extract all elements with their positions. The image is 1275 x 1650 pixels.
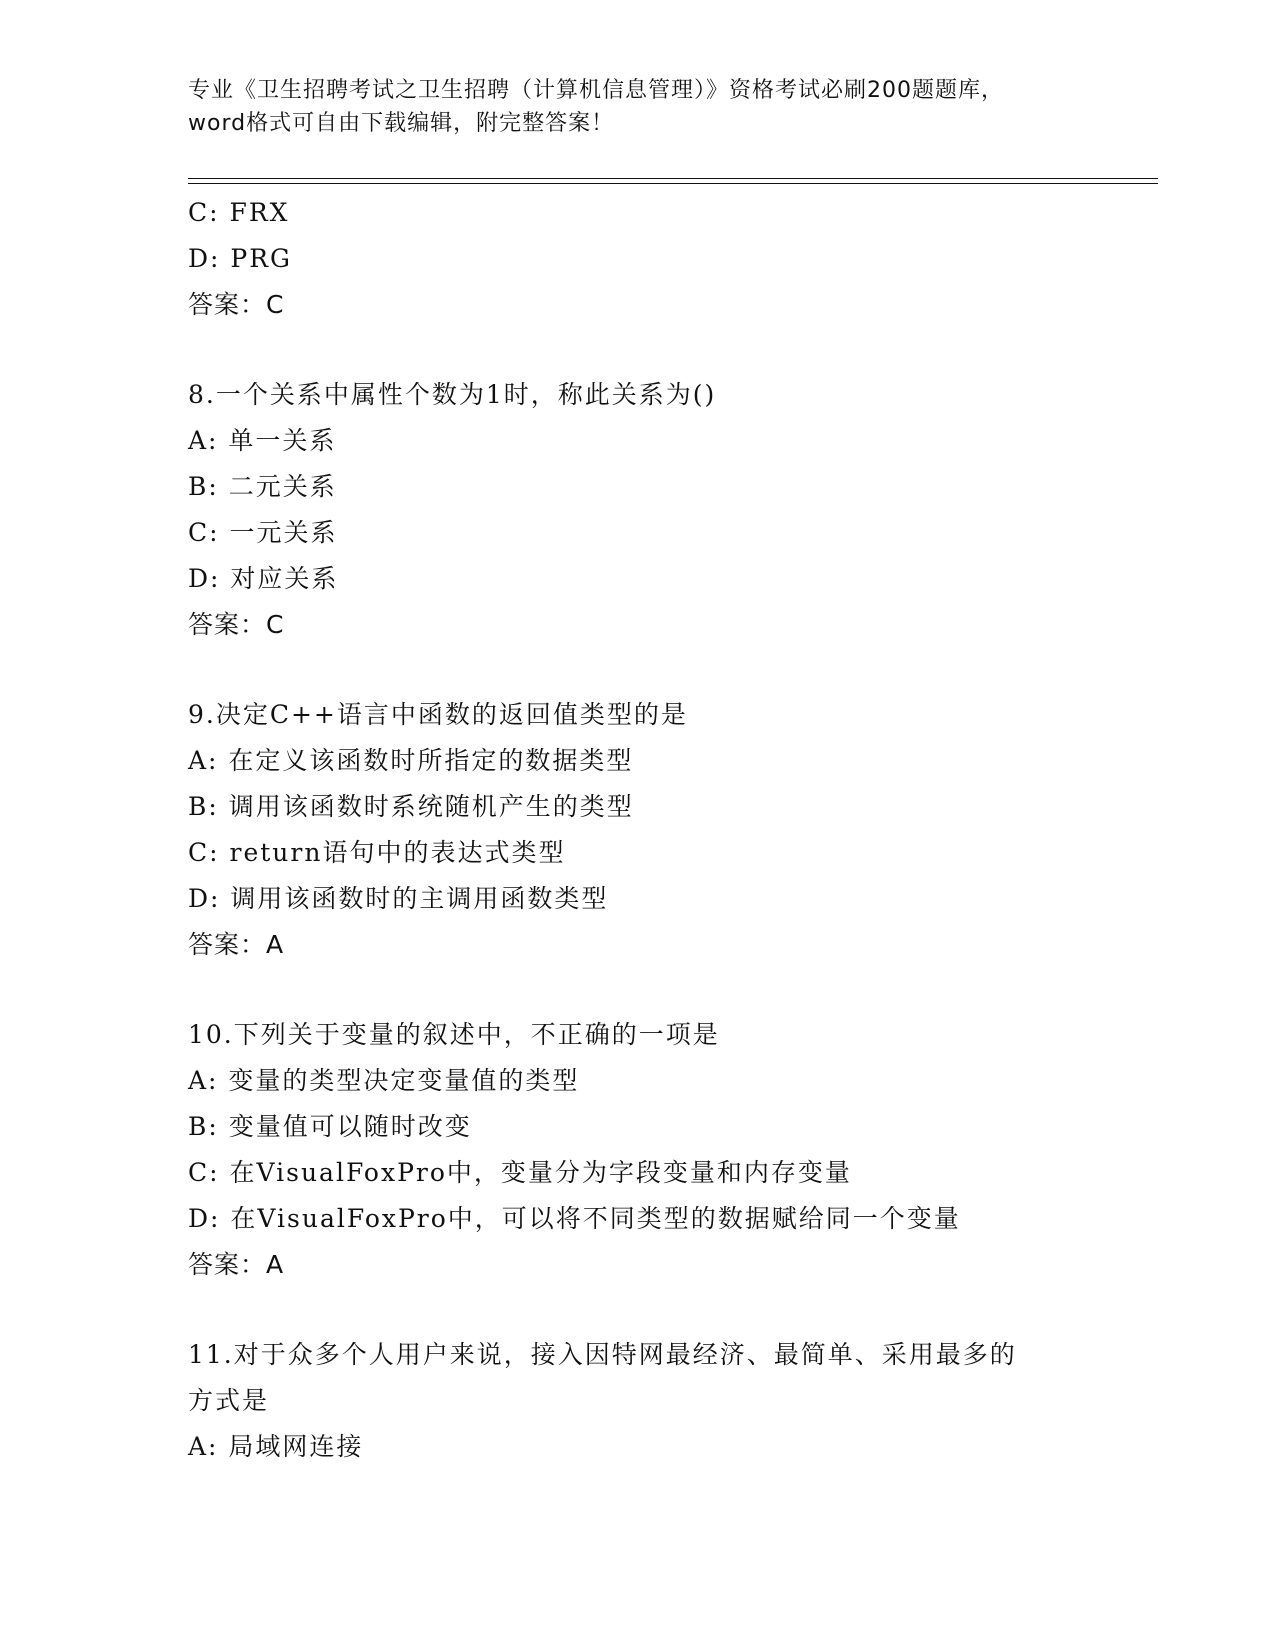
question-list: [188, 190, 1088, 1470]
question-9: [188, 692, 1088, 968]
option-d: D: 在VisualFoxPro中，可以将不同类型的数据赋给同一个变量: [188, 1204, 961, 1233]
question-stem: 10.下列关于变量的叙述中，不正确的一项是: [188, 1020, 720, 1049]
option-c: C: 在VisualFoxPro中，变量分为字段变量和内存变量: [188, 1158, 852, 1187]
answer: 答案：C: [188, 290, 285, 319]
option-d: D: PRG: [188, 244, 293, 273]
header-divider-top: [188, 178, 1158, 179]
option-b: B: 变量值可以随时改变: [188, 1112, 472, 1141]
question-10: [188, 1012, 1088, 1288]
option-d: D: 对应关系: [188, 564, 339, 593]
header-divider-bottom: [188, 183, 1158, 184]
answer: 答案：C: [188, 610, 285, 639]
question-11: [188, 1332, 1088, 1470]
option-c: C: FRX: [188, 198, 290, 227]
question-stem: 8.一个关系中属性个数为1时，称此关系为(): [188, 380, 717, 409]
spacer: [188, 1288, 1088, 1332]
spacer: [188, 328, 1088, 372]
option-b: B: 调用该函数时系统随机产生的类型: [188, 792, 634, 821]
header-title-line-1: 专业《卫生招聘考试之卫生招聘（计算机信息管理）》资格考试必刷200题题库，: [188, 78, 1004, 103]
spacer: [188, 648, 1088, 692]
document-header: [188, 74, 1088, 140]
answer: 答案：A: [188, 930, 285, 959]
header-title-line-2: word格式可自由下载编辑，附完整答案！: [188, 111, 615, 136]
option-c: C: 一元关系: [188, 518, 338, 547]
option-a: A: 变量的类型决定变量值的类型: [188, 1066, 580, 1095]
option-d: D: 调用该函数时的主调用函数类型: [188, 884, 609, 913]
question-stem-line-2: 方式是: [188, 1386, 270, 1415]
spacer: [188, 968, 1088, 1012]
option-c: C: return语句中的表达式类型: [188, 838, 566, 867]
option-a: A: 局域网连接: [188, 1432, 364, 1461]
question-stem: 9.决定C++语言中函数的返回值类型的是: [188, 700, 688, 729]
option-a: A: 在定义该函数时所指定的数据类型: [188, 746, 634, 775]
question-8: [188, 372, 1088, 648]
option-a: A: 单一关系: [188, 426, 337, 455]
question-stem-line-1: 11.对于众多个人用户来说，接入因特网最经济、最简单、采用最多的: [188, 1340, 1017, 1369]
answer: 答案：A: [188, 1250, 285, 1279]
option-b: B: 二元关系: [188, 472, 337, 501]
question-7-tail: [188, 190, 1088, 328]
